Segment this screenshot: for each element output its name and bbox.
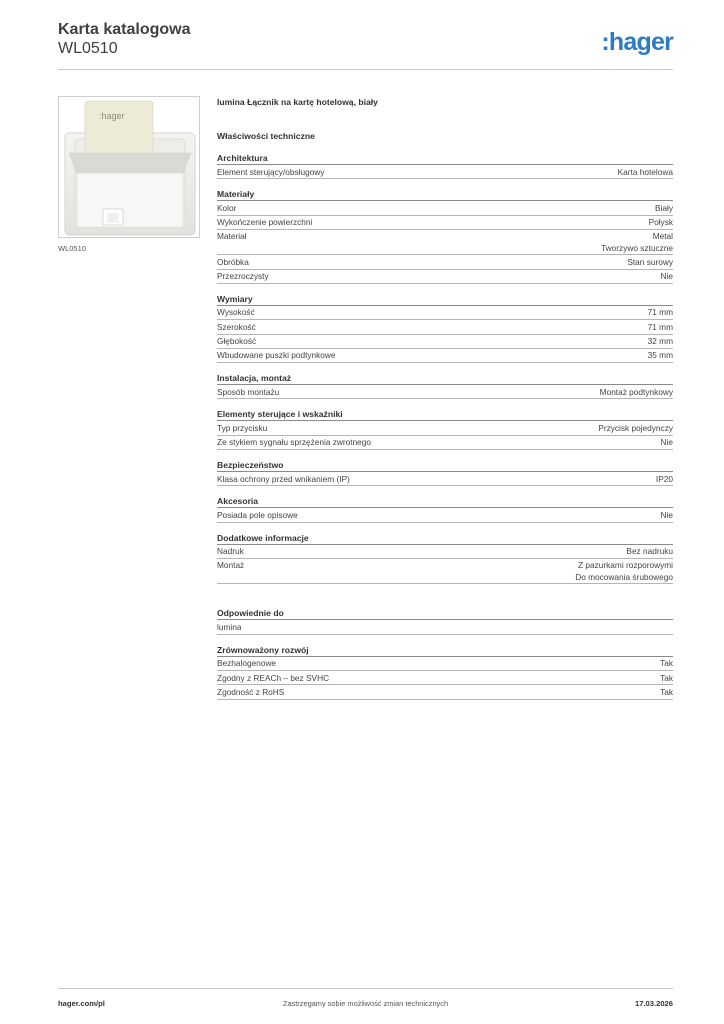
spec-value <box>648 336 673 348</box>
spec-value <box>655 203 673 215</box>
footer-date: 17.03.2026 <box>634 999 673 1008</box>
spec-value <box>656 474 673 486</box>
spec-value-line: Do mocowania śrubowego <box>575 571 673 582</box>
spec-row <box>217 421 673 435</box>
spec-label: Wbudowane puszki podtynkowe <box>217 350 336 361</box>
spec-row <box>217 255 673 269</box>
spec-row <box>217 472 673 486</box>
spec-label: Wykończenie powierzchni <box>217 217 313 228</box>
spec-value <box>661 510 673 522</box>
spec-label: Ze stykiem sygnału sprzężenia zwrotnego <box>217 437 372 448</box>
section-title: Bezpieczeństwo <box>217 459 673 472</box>
technical-properties-heading: Właściwości techniczne <box>217 131 315 141</box>
section-spacer <box>217 593 673 607</box>
section-title: Instalacja, montaż <box>217 372 673 385</box>
spec-label: Zgodność z RoHS <box>217 686 285 697</box>
spec-value-line: 35 mm <box>647 350 673 361</box>
spec-value-line: Metal <box>652 231 673 242</box>
section-title: Odpowiednie do <box>217 607 673 620</box>
spec-label: Sposób montażu <box>217 386 280 397</box>
spec-sections <box>217 152 673 700</box>
spec-value <box>598 423 673 435</box>
section-title: Wymiary <box>217 293 673 306</box>
spec-value <box>648 307 673 319</box>
spec-label: Nadruk <box>217 546 244 557</box>
spec-row <box>217 270 673 284</box>
card-logo-text: :hager <box>99 111 125 121</box>
spec-section <box>217 607 673 634</box>
spec-section <box>217 459 673 486</box>
footer-website-link[interactable]: hager.com/pl <box>58 999 105 1008</box>
spec-value-line: IP20 <box>655 473 673 484</box>
spec-section <box>217 495 673 522</box>
spec-row <box>217 385 673 399</box>
section-title: Akcesoria <box>217 495 673 508</box>
spec-label: Montaż <box>217 560 245 571</box>
spec-value <box>601 231 673 254</box>
section-title: Architektura <box>217 152 673 165</box>
spec-row <box>217 216 673 230</box>
spec-section <box>217 372 673 399</box>
spec-label: Element sterujący/obsługowy <box>217 166 325 177</box>
product-title: lumina Łącznik na kartę hotelową, biały <box>217 97 378 107</box>
spec-label: Bezhalogenowe <box>217 658 277 669</box>
spec-label: Kolor <box>217 202 237 213</box>
spec-label: Zgodny z REACh – bez SVHC <box>217 672 330 683</box>
spec-content <box>217 96 673 709</box>
spec-row <box>217 335 673 349</box>
spec-value-line: Nie <box>660 509 673 520</box>
spec-value-line: Połysk <box>648 217 673 228</box>
spec-value-line: Biały <box>655 202 673 213</box>
spec-value-line: Nie <box>660 437 673 448</box>
spec-value-line: Stan surowy <box>627 256 673 267</box>
spec-section <box>217 408 673 450</box>
spec-value <box>660 687 673 699</box>
spec-row <box>217 320 673 334</box>
spec-row <box>217 349 673 363</box>
spec-value-line: 71 mm <box>647 321 673 332</box>
spec-label: Materiał <box>217 231 247 242</box>
spec-value <box>661 271 673 283</box>
spec-label: Typ przycisku <box>217 422 268 433</box>
spec-value <box>618 167 673 179</box>
spec-label: Posiada pole opisowe <box>217 509 298 520</box>
spec-row <box>217 230 673 256</box>
image-caption: WL0510 <box>58 244 86 253</box>
section-title: Materiały <box>217 188 673 201</box>
spec-value-line: Tak <box>660 686 673 697</box>
spec-value-line: Tworzywo sztuczne <box>601 242 673 253</box>
spec-row <box>217 306 673 320</box>
spec-value <box>649 217 673 229</box>
spec-row <box>217 201 673 215</box>
spec-value <box>575 560 673 583</box>
spec-label: Szerokość <box>217 321 256 332</box>
spec-label: lumina <box>217 621 242 632</box>
spec-row <box>217 657 673 671</box>
spec-row <box>217 620 673 634</box>
spec-row <box>217 545 673 559</box>
spec-value <box>627 257 673 269</box>
spec-value <box>660 658 673 670</box>
spec-row <box>217 508 673 522</box>
spec-value-line: Bez nadruku <box>626 546 673 557</box>
spec-row <box>217 685 673 699</box>
spec-label: Głębokość <box>217 336 257 347</box>
spec-value-line: Montaż podtynkowy <box>599 386 673 397</box>
spec-row <box>217 559 673 585</box>
section-title: Dodatkowe informacje <box>217 532 673 545</box>
spec-section <box>217 188 673 284</box>
spec-value-line: 71 mm <box>647 307 673 318</box>
spec-value-line: Karta hotelowa <box>617 166 673 177</box>
document-title: Karta katalogowa <box>58 21 191 38</box>
spec-value-line: 32 mm <box>647 336 673 347</box>
section-title: Zrównoważony rozwój <box>217 644 673 657</box>
product-code: WL0510 <box>58 40 118 57</box>
spec-value <box>660 673 673 685</box>
page-footer <box>58 988 673 1010</box>
spec-value <box>661 437 673 449</box>
spec-value-line: Z pazurkami rozporowymi <box>578 560 673 571</box>
section-title: Elementy sterujące i wskaźniki <box>217 408 673 421</box>
spec-section <box>217 293 673 363</box>
spec-section <box>217 152 673 179</box>
spec-label: Wysokość <box>217 307 255 318</box>
spec-row <box>217 165 673 179</box>
spec-value <box>626 546 673 558</box>
page-header <box>58 20 673 70</box>
spec-label: Klasa ochrony przed wnikaniem (IP) <box>217 473 350 484</box>
spec-value-line: Nie <box>660 271 673 282</box>
spec-row <box>217 436 673 450</box>
spec-label: Przezroczysty <box>217 271 269 282</box>
footer-disclaimer: Zastrzegamy sobie możliwość zmian technicznych <box>282 999 449 1008</box>
spec-value-line: Przycisk pojedynczy <box>598 422 673 433</box>
spec-value-line: Tak <box>660 672 673 683</box>
product-image <box>58 96 200 238</box>
spec-section <box>217 532 673 585</box>
hager-logo: :hager <box>601 28 673 56</box>
spec-section <box>217 644 673 700</box>
spec-row <box>217 671 673 685</box>
spec-value <box>600 387 673 399</box>
spec-value <box>648 350 673 362</box>
hotel-card-switch-illustration <box>59 97 200 238</box>
spec-value-line: Tak <box>660 658 673 669</box>
spec-label: Obróbka <box>217 256 249 267</box>
spec-value <box>648 322 673 334</box>
